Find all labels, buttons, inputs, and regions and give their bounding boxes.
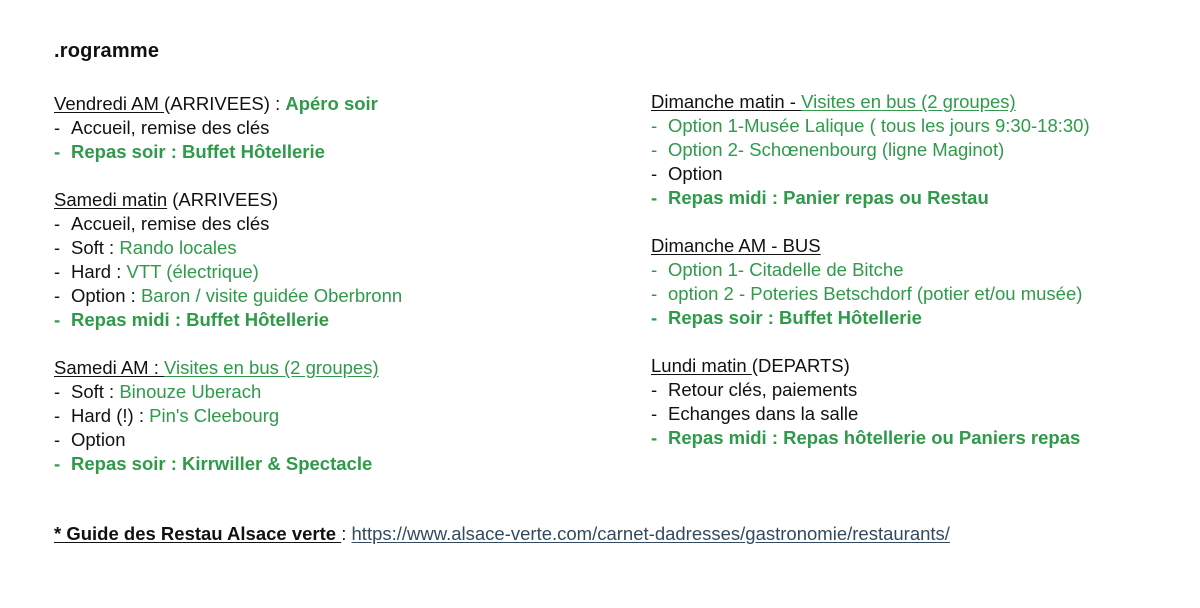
list-item-text [71,284,402,308]
section-heading [651,90,1191,114]
list-item-text [668,114,1090,138]
list-item-label: Accueil, remise des clés [71,117,270,138]
list-item-label: Option 1- Citadelle de Bitche [668,259,904,280]
list-item-text [668,258,904,282]
list-dash: - [54,117,61,138]
heading-underlined: Vendredi AM [54,93,165,114]
heading-highlight: Apéro soir [285,93,378,114]
list-item [651,186,1191,210]
footer [54,522,950,546]
list-dash: - [651,187,658,208]
right-section-2 [651,354,1191,450]
section-heading [54,356,614,380]
list-item [54,260,614,284]
list-item-text [668,138,1004,162]
list-item-text [668,282,1082,306]
list-item-value: VTT (électrique) [126,261,259,282]
list-dash: - [651,379,658,400]
heading-underlined: Lundi matin [651,355,752,376]
list-item-label: Echanges dans la salle [668,403,859,424]
left-section-0 [54,92,614,164]
section-heading [651,354,1191,378]
list-dash: - [54,309,61,330]
list-item [54,308,614,332]
list-dash: - [54,141,61,162]
left-column [54,92,614,500]
list-item-label: Repas midi : Buffet Hôtellerie [71,309,330,330]
heading-underlined: Samedi AM : [54,357,165,378]
list-item-label: Hard (!) : [71,405,150,426]
section-heading [54,188,614,212]
list-item-text [71,452,372,476]
list-item-text [71,380,261,404]
list-dash: - [54,285,61,306]
list-dash: - [651,427,658,448]
list-item-label: Soft : [71,381,120,402]
list-item-label: Option 2- Schœnenbourg (ligne Maginot) [668,139,1005,160]
list-dash: - [651,307,658,328]
list-dash: - [651,283,658,304]
list-item-label: Repas soir : Kirrwiller & Spectacle [71,453,373,474]
list-item-text [668,378,857,402]
list-item-text [668,402,858,426]
heading-rest: (DEPARTS) [751,355,850,376]
page-title: .rogramme [54,40,160,62]
list-dash: - [54,237,61,258]
list-item [54,140,614,164]
section-heading [651,234,1191,258]
list-item-text [71,428,126,452]
list-item-label: Repas soir : Buffet Hôtellerie [668,307,922,328]
list-item-text [668,426,1080,450]
footer-link[interactable]: https://www.alsace-verte.com/carnet-dadresses/gastronomie/restaurants/ [351,523,950,544]
list-item [54,404,614,428]
list-dash: - [54,405,61,426]
list-item [54,284,614,308]
list-item-text [71,116,269,140]
list-item [651,114,1191,138]
list-item-label: option 2 - Poteries Betschdorf (potier et/ou musée) [668,283,1083,304]
heading-rest: (ARRIVEES) : [164,93,286,114]
list-item-value: Binouze Uberach [119,381,262,402]
heading-underlined: Dimanche matin - [651,91,802,112]
list-item [651,282,1191,306]
heading-underlined: Dimanche AM - BUS [651,235,821,256]
list-dash: - [54,429,61,450]
list-dash: - [54,213,61,234]
list-dash: - [54,453,61,474]
list-item-label: Option 1-Musée Lalique ( tous les jours 9:30-18:30) [668,115,1090,136]
list-item-label: Option [668,163,723,184]
list-item-text [668,186,989,210]
list-dash: - [651,115,658,136]
list-item [54,452,614,476]
list-item-text [71,404,279,428]
list-item-value: Baron / visite guidée Oberbronn [140,285,403,306]
list-item-value: Pin's Cleebourg [149,405,280,426]
section-heading [54,92,614,116]
footer-label: * Guide des Restau Alsace verte [54,523,342,544]
list-dash: - [651,163,658,184]
list-item-label: Option [71,429,126,450]
list-item [54,236,614,260]
list-item-label: Soft : [71,237,120,258]
list-item-label: Repas midi : Panier repas ou Restau [668,187,989,208]
list-item-label: Retour clés, paiements [668,379,858,400]
list-dash: - [54,381,61,402]
list-item-text [71,308,329,332]
right-section-0 [651,90,1191,210]
list-item [651,138,1191,162]
list-dash: - [54,261,61,282]
list-item-value: Rando locales [119,237,237,258]
list-item-text [71,260,259,284]
list-item-label: Option : [71,285,141,306]
list-item-label: Accueil, remise des clés [71,213,270,234]
list-item-label: Hard : [71,261,127,282]
list-item [651,426,1191,450]
list-dash: - [651,403,658,424]
list-item-label: Repas midi : Repas hôtellerie ou Paniers repas [668,427,1081,448]
list-item-text [668,162,723,186]
right-section-1 [651,234,1191,330]
list-item-label: Repas soir : Buffet Hôtellerie [71,141,325,162]
left-section-1 [54,188,614,332]
footer-separator: : [341,523,352,544]
list-item [54,116,614,140]
list-item [651,378,1191,402]
list-item [54,428,614,452]
left-section-2 [54,356,614,476]
heading-underlined: Samedi matin [54,189,168,210]
list-item-text [71,236,237,260]
list-item-text [71,140,325,164]
list-item [54,212,614,236]
list-dash: - [651,139,658,160]
list-dash: - [651,259,658,280]
right-column [651,90,1191,474]
heading-rest: (ARRIVEES) [167,189,279,210]
list-item-text [71,212,269,236]
list-item [651,306,1191,330]
list-item [651,402,1191,426]
heading-highlight: Visites en bus (2 groupes) [164,357,379,378]
list-item-text [668,306,922,330]
list-item [651,162,1191,186]
heading-highlight: Visites en bus (2 groupes) [801,91,1016,112]
list-item [651,258,1191,282]
list-item [54,380,614,404]
